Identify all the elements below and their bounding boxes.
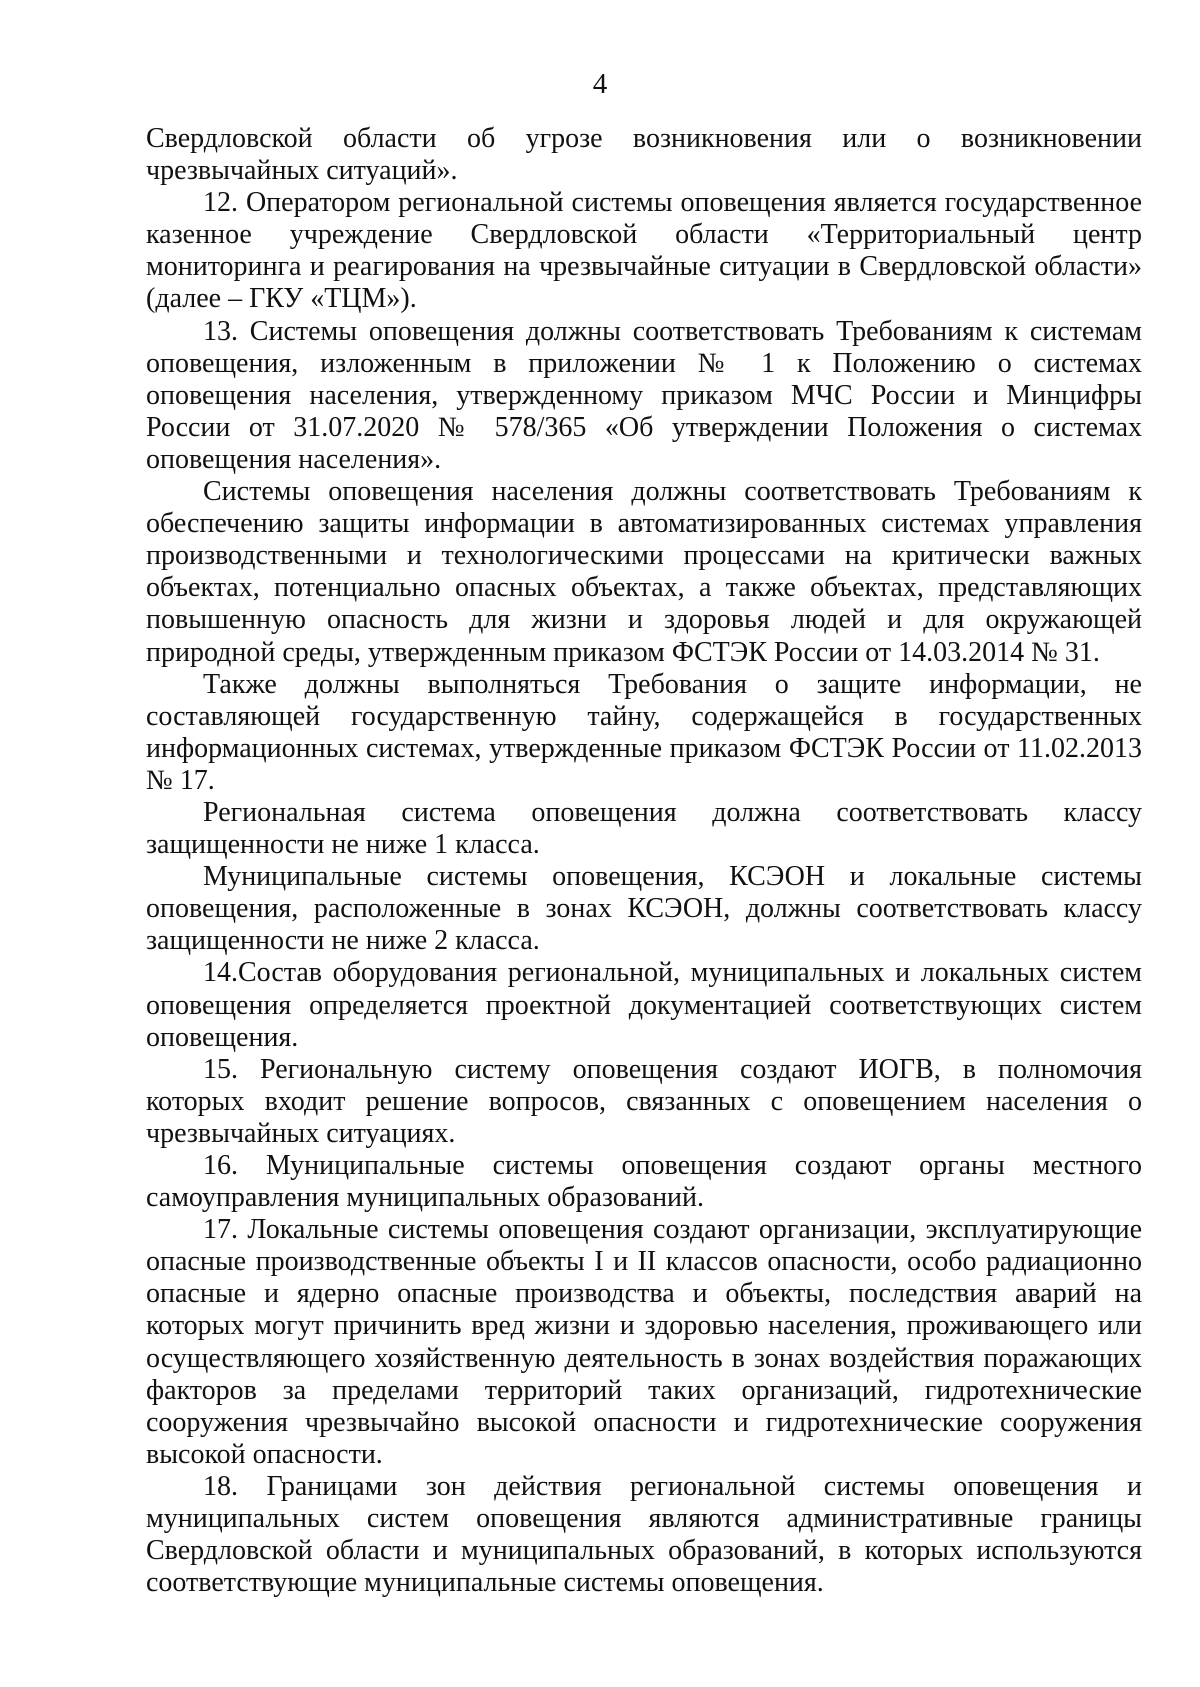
paragraph-16: 16. Муниципальные системы оповещения создают органы местного самоуправления муниципальных образований.: [146, 1150, 1142, 1214]
paragraph-18: 18. Границами зон действия региональной системы оповещения и муниципальных систем оповещения являются административные границы Свердловской области и муниципальных образований, в которых используются соответствующие муниципальные системы оповещения.: [146, 1470, 1142, 1599]
paragraph-13-information-protection: Также должны выполняться Требования о защите информации, не составляющей государственную тайну, содержащейся в государственных информационных системах, утвержденные приказом ФСТЭК России от 11.02.2013 № 17.: [146, 668, 1142, 796]
paragraph-14: 14.Состав оборудования региональной, муниципальных и локальных систем оповещения определяется проектной документацией соответствующих систем оповещения.: [146, 957, 1142, 1053]
page-number: 4: [592, 68, 608, 100]
paragraph-13-fstek-requirements: Системы оповещения населения должны соответствовать Требованиям к обеспечению защиты информации в автоматизированных системах управления производственными и технологическими процессами на критически важных объектах, потенциально опасных объектах, а также объектах, представляющих повышенную опасность для жизни и здоровья людей и для окружающей природной среды, утвержденным приказом ФСТЭК России от 14.03.2014 № 31.: [146, 476, 1142, 668]
paragraph-15: 15. Региональную систему оповещения создают ИОГВ, в полномочия которых входит решение вопросов, связанных с оповещением населения о чрезвычайных ситуациях.: [146, 1053, 1142, 1149]
paragraph-13-regional-class: Региональная система оповещения должна соответствовать классу защищенности не ниже 1 класса.: [146, 796, 1142, 861]
paragraph-continuation: Свердловской области об угрозе возникновения или о возникновении чрезвычайных ситуаций».: [146, 123, 1142, 187]
paragraph-13-municipal-class: Муниципальные системы оповещения, КСЭОН и локальные системы оповещения, расположенные в зонах КСЭОН, должны соответствовать классу защищенности не ниже 2 класса.: [146, 861, 1142, 957]
paragraph-12: 12. Оператором региональной системы оповещения является государственное казенное учреждение Свердловской области «Территориальный центр мониторинга и реагирования на чрезвычайные ситуации в Свердловской области» (далее – ГКУ «ТЦМ»).: [146, 187, 1142, 315]
paragraph-17: 17. Локальные системы оповещения создают организации, эксплуатирующие опасные производственные объекты I и II классов опасности, особо радиационно опасные и ядерно опасные производства и объекты, последствия аварий на которых могут причинить вред жизни и здоровью населения, проживающего или осуществляющего хозяйственную деятельность в зонах воздействия поражающих факторов за пределами территорий таких организаций, гидротехнические сооружения чрезвычайно высокой опасности и гидротехнические сооружения высокой опасности.: [146, 1214, 1142, 1470]
document-body: [146, 123, 1142, 1599]
paragraph-13: 13. Системы оповещения должны соответствовать Требованиям к системам оповещения, изложенным в приложении № 1 к Положению о системах оповещения населения, утвержденному приказом МЧС России и Минцифры России от 31.07.2020 № 578/365 «Об утверждении Положения о системах оповещения населения».: [146, 315, 1142, 475]
